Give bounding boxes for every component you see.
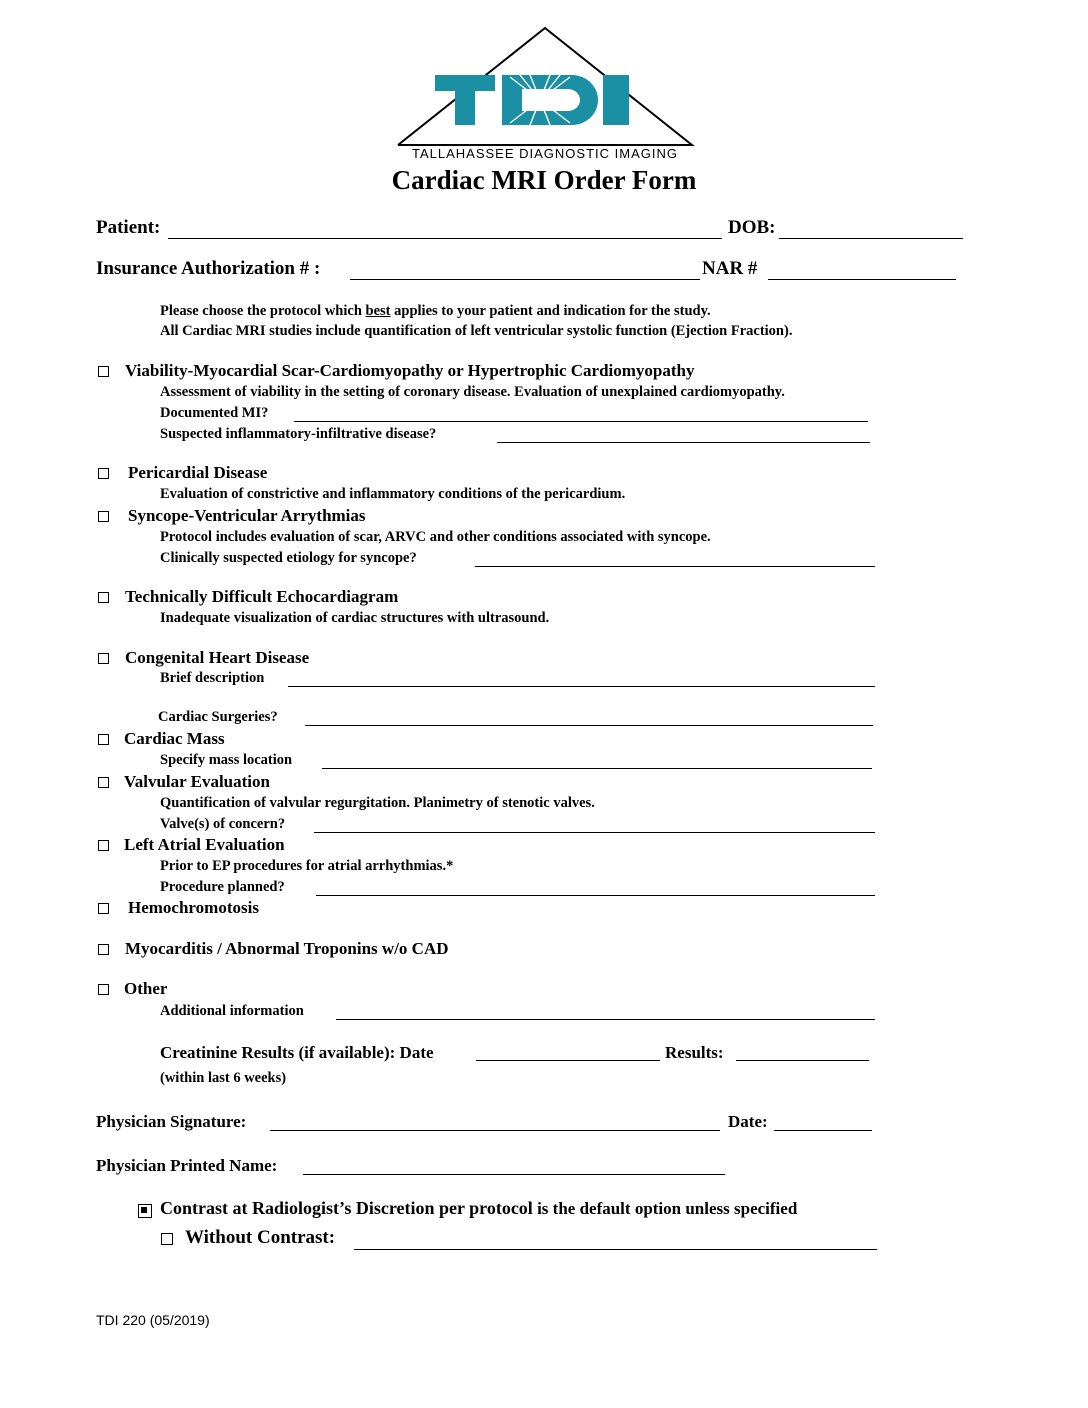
contrast-default-text (160, 1198, 797, 1219)
inflammatory-disease-label: Suspected inflammatory-infiltrative disease? (160, 426, 437, 442)
contrast-default-main: Contrast at Radiologist’s Discretion per protocol (160, 1198, 533, 1218)
option-pericardial-label: Pericardial Disease (128, 463, 268, 482)
insurance-label: Insurance Authorization # : (96, 258, 321, 279)
checkbox-syncope[interactable] (98, 511, 109, 522)
procedure-planned-label: Procedure planned? (160, 879, 285, 895)
option-congenital-label: Congenital Heart Disease (125, 648, 310, 667)
logo-organization: TALLAHASSEE DIAGNOSTIC IMAGING (412, 146, 678, 161)
option-syncope-label: Syncope-Ventricular Arrythmias (128, 506, 366, 525)
option-mass-label: Cardiac Mass (124, 729, 225, 748)
checkbox-without-contrast[interactable] (161, 1233, 173, 1245)
checkbox-atrial[interactable] (98, 840, 109, 851)
checkbox-viability[interactable] (98, 366, 109, 377)
option-valvular-label: Valvular Evaluation (124, 772, 270, 791)
mass-location-input-line[interactable] (322, 768, 872, 769)
syncope-etiology-label: Clinically suspected etiology for syncope? (160, 550, 417, 566)
option-echo-label: Technically Difficult Echocardiagram (125, 587, 399, 606)
without-contrast-input-line[interactable] (354, 1249, 877, 1250)
option-viability-label: Viability-Myocardial Scar-Cardiomyopathy or Hypertrophic Cardiomyopathy (125, 361, 695, 380)
instruction-emphasis: best (365, 303, 391, 319)
signature-date-input-line[interactable] (774, 1130, 872, 1131)
form-code-footer: TDI 220 (05/2019) (96, 1312, 210, 1328)
brief-description-input-line[interactable] (288, 686, 875, 687)
checkbox-pericardial[interactable] (98, 468, 109, 479)
insurance-input-line[interactable] (350, 279, 700, 280)
option-syncope-desc: Protocol includes evaluation of scar, ARVC and other conditions associated with syncope. (160, 529, 711, 545)
creatinine-note: (within last 6 weeks) (160, 1070, 287, 1086)
syncope-etiology-input-line[interactable] (475, 566, 875, 567)
nar-label: NAR # (702, 258, 758, 279)
valves-of-concern-label: Valve(s) of concern? (160, 816, 286, 832)
creatinine-date-label: Creatinine Results (if available): Date (160, 1043, 434, 1062)
procedure-planned-input-line[interactable] (316, 895, 875, 896)
checkbox-hemochromotosis[interactable] (98, 903, 109, 914)
checkbox-echo[interactable] (98, 592, 109, 603)
form-title: Cardiac MRI Order Form (391, 165, 697, 195)
checkbox-contrast-default[interactable] (138, 1204, 152, 1218)
option-viability-desc: Assessment of viability in the setting of coronary disease. Evaluation of unexplained cardiomyopathy. (160, 384, 785, 400)
checkbox-mass[interactable] (98, 734, 109, 745)
instruction-pre: Please choose the protocol which (160, 303, 366, 319)
cardiac-surgeries-input-line[interactable] (305, 725, 873, 726)
patient-label: Patient: (96, 217, 161, 238)
logo-letters (435, 75, 629, 125)
option-atrial-desc: Prior to EP procedures for atrial arrhythmias.* (160, 858, 454, 874)
physician-signature-input-line[interactable] (270, 1130, 720, 1131)
creatinine-date-input-line[interactable] (476, 1060, 660, 1061)
checkbox-other[interactable] (98, 984, 109, 995)
checkbox-myocarditis[interactable] (98, 944, 109, 955)
brief-description-label: Brief description (160, 670, 265, 686)
creatinine-results-label: Results: (665, 1043, 724, 1062)
patient-input-line[interactable] (168, 238, 722, 239)
option-echo-desc: Inadequate visualization of cardiac structures with ultrasound. (160, 610, 550, 626)
signature-date-label: Date: (728, 1112, 768, 1131)
contrast-default-tail: is the default option unless specified (532, 1199, 798, 1218)
dob-input-line[interactable] (779, 238, 963, 239)
instruction-line-2: All Cardiac MRI studies include quantification of left ventricular systolic function (Ejection Fraction). (160, 323, 793, 339)
option-hemochromotosis-label: Hemochromotosis (128, 898, 259, 917)
option-myocarditis-label: Myocarditis / Abnormal Troponins w/o CAD (125, 939, 449, 958)
option-valvular-desc: Quantification of valvular regurgitation. Planimetry of stenotic valves. (160, 795, 595, 811)
cardiac-surgeries-label: Cardiac Surgeries? (158, 709, 278, 725)
nar-input-line[interactable] (768, 279, 956, 280)
valves-of-concern-input-line[interactable] (314, 832, 875, 833)
checkbox-congenital[interactable] (98, 653, 109, 664)
documented-mi-input-line[interactable] (294, 421, 868, 422)
option-other-label: Other (124, 979, 168, 998)
additional-information-label: Additional information (160, 1003, 304, 1019)
option-atrial-label: Left Atrial Evaluation (124, 835, 285, 854)
tdi-logo (390, 25, 700, 165)
mass-location-label: Specify mass location (160, 752, 293, 768)
documented-mi-label: Documented MI? (160, 405, 269, 421)
instruction-post: applies to your patient and indication for the study. (390, 303, 711, 319)
instruction-line-1 (160, 303, 711, 320)
additional-information-input-line[interactable] (336, 1019, 875, 1020)
dob-label: DOB: (728, 217, 776, 238)
option-pericardial-desc: Evaluation of constrictive and inflammatory conditions of the pericardium. (160, 486, 626, 502)
physician-printed-name-label: Physician Printed Name: (96, 1156, 278, 1175)
physician-printed-name-input-line[interactable] (303, 1174, 725, 1175)
checkbox-valvular[interactable] (98, 777, 109, 788)
creatinine-results-input-line[interactable] (736, 1060, 869, 1061)
physician-signature-label: Physician Signature: (96, 1112, 247, 1131)
inflammatory-disease-input-line[interactable] (497, 442, 870, 443)
without-contrast-label: Without Contrast: (185, 1227, 336, 1248)
